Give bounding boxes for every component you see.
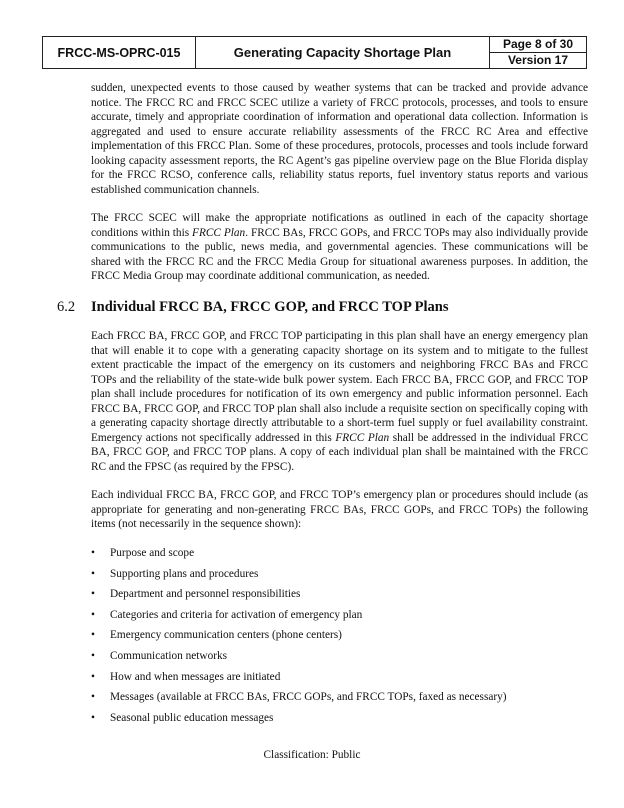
bullet-icon: • bbox=[91, 567, 95, 580]
list-item bbox=[91, 711, 571, 732]
document-id: FRCC-MS-OPRC-015 bbox=[43, 37, 196, 69]
list-item-text: Categories and criteria for activation of emergency plan bbox=[110, 608, 363, 621]
paragraph-2-text-a: The FRCC SCEC will make the appropriate notifications as outlined in each of the capacity shortage conditions within this bbox=[91, 212, 588, 239]
bullet-icon: • bbox=[91, 608, 95, 621]
list-item bbox=[91, 567, 571, 588]
page-version-cell bbox=[490, 37, 587, 69]
bullet-icon: • bbox=[91, 547, 95, 559]
list-item bbox=[91, 587, 571, 608]
body-section bbox=[91, 329, 588, 532]
paragraph-3-text-b: shall be addressed in the individual FRCC BA, FRCC GOP, and FRCC TOP plans. A copy of each individual plan shall be maintained with the FRCC RC and the FPSC (as required by the FPSC). bbox=[91, 431, 588, 473]
bullet-icon: • bbox=[91, 691, 95, 704]
document-header bbox=[42, 36, 587, 69]
page-number: Page 8 of 30 bbox=[490, 37, 586, 53]
list-item-text: Supporting plans and procedures bbox=[110, 567, 259, 580]
list-item bbox=[91, 546, 571, 567]
bullet-icon: • bbox=[91, 670, 95, 683]
section-title: Individual FRCC BA, FRCC GOP, and FRCC TOP Plans bbox=[91, 299, 449, 315]
list-item bbox=[91, 608, 571, 629]
paragraph-1: sudden, unexpected events to those caused by weather systems that can be tracked and provide advance notice. The FRCC RC and FRCC SCEC utilize a variety of FRCC protocols, processes, and tools to ensure accurate, timely and appropriate coordination of information and operational data collection. Information is aggregated and used to ensure accurate reliability assessments of the FRCC RC Area and effective implementation of this FRCC Plan. Some of these procedures, protocols, processes and tools include forward looking capacity assessment reports, the RC Agent’s gas pipeline overview page on the Blue Florida display for the FRCC RCSO, conference calls, reliability status reports, fuel inventory status reports and various established communication channels. bbox=[91, 82, 588, 196]
list-item-text: How and when messages are initiated bbox=[110, 670, 281, 683]
bullet-icon: • bbox=[91, 649, 95, 662]
document-title: Generating Capacity Shortage Plan bbox=[196, 37, 490, 69]
list-item-text: Department and personnel responsibilities bbox=[110, 588, 301, 601]
list-item bbox=[91, 649, 571, 670]
paragraph-4: Each individual FRCC BA, FRCC GOP, and FRCC TOP’s emergency plan or procedures should include (as appropriate for generating and non-generating FRCC BAs, FRCC GOPs, and FRCC TOPs) the following items (not necessarily in the sequence shown): bbox=[91, 489, 588, 530]
bullet-icon: • bbox=[91, 629, 95, 642]
paragraph-2-text-b: . FRCC BAs, FRCC GOPs, and FRCC TOPs may also individually provide communications to the public, news media, and governmental agencies. These communications will be shared with the FRCC RC and the FRCC Media Group for situational awareness purposes. In addition, the FRCC Media Group may coordinate additional communication, as needed. bbox=[91, 226, 588, 282]
list-item-text: Emergency communication centers (phone centers) bbox=[110, 629, 342, 642]
list-item bbox=[91, 670, 571, 691]
list-item-text: Seasonal public education messages bbox=[110, 711, 274, 724]
list-item bbox=[91, 690, 571, 711]
paragraph-2 bbox=[91, 211, 588, 284]
list-item-text: Messages (available at FRCC BAs, FRCC GOPs, and FRCC TOPs, faxed as necessary) bbox=[110, 691, 507, 704]
paragraph-2-italic: FRCC Plan bbox=[192, 226, 246, 239]
list-item bbox=[91, 628, 571, 649]
version-label: Version 17 bbox=[507, 53, 569, 67]
paragraph-3-text-a: Each FRCC BA, FRCC GOP, and FRCC TOP participating in this plan shall have an energy emergency plan that will enable it to cope with a generating capacity shortage on its system and to mitigate to the fullest extent practicable the impact of the emergency on its customers and neighboring FRCC BAs and FRCC TOPs and the reliability of the state-wide bulk power system. Each FRCC BA, FRCC GOP, and FRCC TOP plan shall include procedures for notification of its own emergency and public information personnel. Each FRCC BA, FRCC GOP, and FRCC TOP plan shall also include a requisite section on specifically coping with a generating capacity shortage directly attributable to a short-term fuel supply or fuel availability constraint. Emergency actions not specifically addressed in this bbox=[91, 330, 588, 444]
paragraph-3 bbox=[91, 329, 588, 474]
section-number: 6.2 bbox=[57, 299, 76, 315]
classification-footer: Classification: Public bbox=[263, 749, 361, 761]
body-top bbox=[91, 81, 588, 284]
emergency-plan-items-list bbox=[91, 546, 571, 731]
section-heading bbox=[57, 298, 577, 316]
bullet-icon: • bbox=[91, 711, 95, 724]
bullet-icon: • bbox=[91, 588, 95, 601]
list-item-text: Purpose and scope bbox=[110, 547, 195, 559]
list-item-text: Communication networks bbox=[110, 649, 228, 662]
paragraph-3-italic: FRCC Plan bbox=[335, 431, 390, 444]
